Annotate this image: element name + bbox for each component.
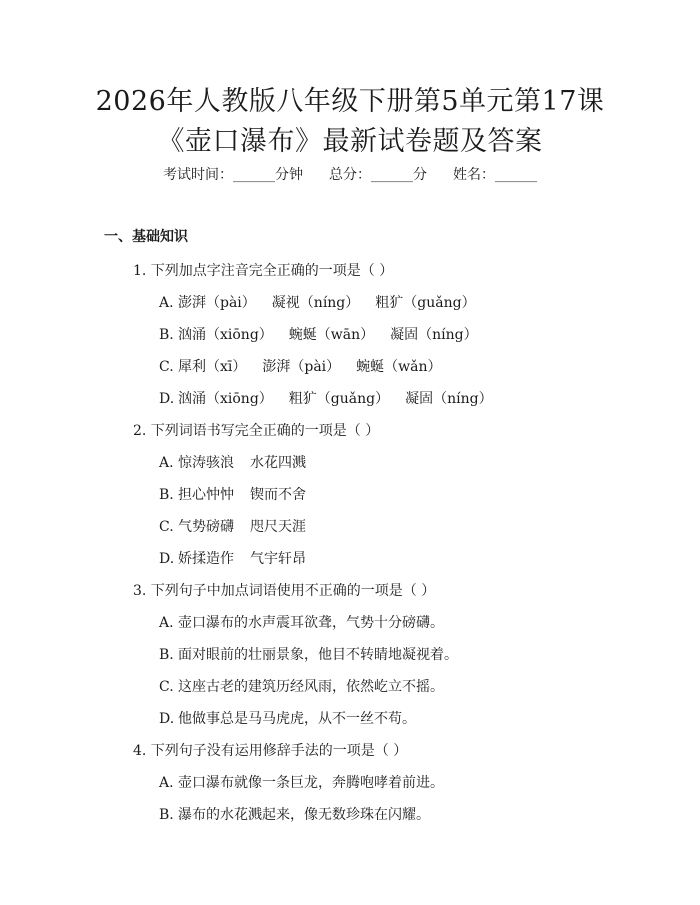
option-item: 气宇轩昂 [250,551,306,567]
option-letter: A. [159,615,174,631]
total-score-field: 总分：______分 [329,167,427,183]
option-item: 这座古老的建筑历经风雨，依然屹立不摇。 [178,679,444,695]
option-item: 澎湃（pài） [262,359,341,375]
option-item: 锲而不舍 [250,487,306,503]
option-item: 蜿蜒（wǎn） [356,359,442,375]
option-row [159,680,444,694]
question-stem: 3. 下列句子中加点词语使用不正确的一项是（ ） [133,583,436,599]
option-item: 凝固（níng） [405,391,493,407]
option-row [159,392,493,406]
option-item: 凝视（níng） [271,295,360,311]
option-item: 犀利（xī） [178,359,247,375]
option-letter: D. [159,391,175,407]
option-row [159,712,416,726]
option-row [159,328,478,342]
option-item: 面对眼前的壮丽景象，他目不转睛地凝视着。 [178,647,458,663]
option-row [159,456,306,470]
exam-time-field: 考试时间：______分钟 [163,167,303,183]
option-row [159,296,476,310]
option-letter: B. [159,807,174,823]
option-item: 壶口瀑布就像一条巨龙，奔腾咆哮着前进。 [178,775,444,791]
option-letter: B. [159,487,174,503]
option-letter: A. [159,455,174,471]
option-item: 汹涌（xiōng） [178,327,273,343]
option-letter: B. [159,327,174,343]
question-stem: 1. 下列加点字注音完全正确的一项是（ ） [133,263,394,279]
option-letter: C. [159,679,174,695]
option-letter: D. [159,711,175,727]
option-row [159,488,306,502]
option-item: 汹涌（xiōng） [178,391,273,407]
option-letter: C. [159,519,174,535]
question-stem: 2. 下列词语书写完全正确的一项是（ ） [133,423,380,439]
option-item: 瀑布的水花溅起来，像无数珍珠在闪耀。 [178,807,430,823]
option-letter: D. [159,551,175,567]
option-row [159,616,444,630]
option-row [159,776,444,790]
option-item: 澎湃（pài） [178,295,256,311]
option-item: 咫尺天涯 [250,519,306,535]
question-stem: 4. 下列句子没有运用修辞手法的一项是（ ） [133,743,408,759]
option-letter: A. [159,775,174,791]
option-row [159,360,442,374]
option-item: 凝固（níng） [390,327,478,343]
option-letter: B. [159,647,174,663]
option-item: 粗犷（guǎng） [375,295,476,311]
option-item: 担心忡忡 [178,487,234,503]
student-name-field: 姓名：______ [453,167,537,183]
option-letter: C. [159,359,174,375]
exam-info [0,168,700,182]
option-item: 粗犷（guǎng） [288,391,390,407]
option-row [159,520,306,534]
option-item: 娇揉造作 [178,551,234,567]
option-row [159,808,430,822]
section-heading: 一、基础知识 [104,229,188,245]
option-item: 水花四溅 [250,455,306,471]
option-letter: A. [159,295,174,311]
option-row [159,648,458,662]
option-item: 蜿蜒（wān） [288,327,375,343]
option-item: 惊涛骇浪 [178,455,234,471]
option-item: 气势磅礴 [178,519,234,535]
option-item: 他做事总是马马虎虎，从不一丝不苟。 [178,711,416,727]
option-row [159,552,306,566]
option-item: 壶口瀑布的水声震耳欲聋，气势十分磅礴。 [178,615,444,631]
title-line-2: 《壶口瀑布》最新试卷题及答案 [157,126,543,157]
title-line-1: 2026年人教版八年级下册第5单元第17课 [95,86,605,117]
